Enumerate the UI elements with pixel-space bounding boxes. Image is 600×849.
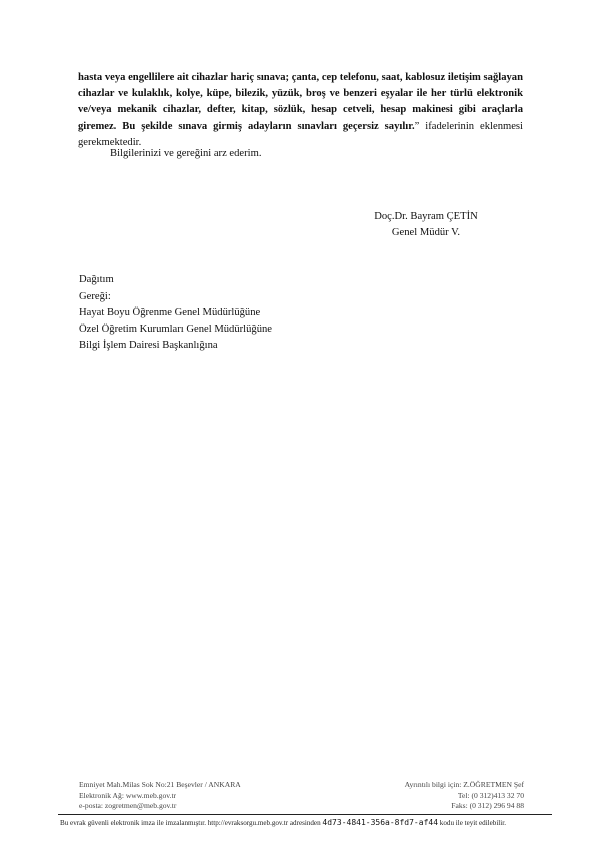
verification-prefix: Bu evrak güvenli elektronik imza ile imzalanmıştır. http://evraksorgu.meb.gov.tr adresinden — [60, 819, 321, 827]
verification-line — [60, 818, 550, 827]
distribution-block — [79, 272, 272, 355]
distribution-recipient: Özel Öğretim Kurumları Genel Müdürlüğüne — [79, 323, 272, 335]
distribution-subheading: Gereği: — [79, 290, 111, 302]
body-paragraph — [78, 70, 523, 151]
closing-line: Bilgilerinizi ve gereğini arz ederim. — [110, 148, 262, 159]
footer-tel: Tel: (0 312)413 32 70 — [457, 790, 524, 800]
body-bold-text: hasta veya engellilere ait cihazlar hariç sınava; çanta, cep telefonu, saat, kablosuz iletişim sağlayan cihazlar ve kulaklık, kolye, küpe, bilezik, yüzük, broş ve benzeri eşyalar ile her türlü elektronik ve/veya mekanik cihazlar, defter, kitap, sözlük, hesap cetveli, hesap makinesi gibi araçlarla giremez. Bu şekilde sınava girmiş adayların sınavları geçersiz sayılır. — [78, 72, 523, 132]
footer-email: e-posta: zogretmen@meb.gov.tr — [79, 801, 177, 811]
signatory-name: Doç.Dr. Bayram ÇETİN — [374, 211, 478, 222]
footer-web: Elektronik Ağ: www.meb.gov.tr — [79, 790, 177, 800]
footer-address: Emniyet Mah.Milas Sok No:21 Beşevler / ANKARA — [79, 780, 241, 789]
signature-block — [356, 209, 496, 241]
signatory-title: Genel Müdür V. — [391, 227, 461, 238]
verification-suffix: kodu ile teyit edilebilir. — [439, 819, 506, 827]
footer-contact: Ayrıntılı bilgi için: Z.ÖĞRETMEN Şef — [404, 780, 524, 789]
footer-fax: Faks: (0 312) 296 94 88 — [451, 801, 524, 811]
verification-code: 4d73-4841-356a-8fd7-af44 — [322, 818, 439, 827]
footer-address-block — [79, 780, 241, 812]
footer-divider — [58, 814, 552, 815]
distribution-recipient: Bilgi İşlem Dairesi Başkanlığına — [79, 340, 218, 351]
body-regular-text: ” ifadelerinin eklenmesi gerekmektedir. — [78, 120, 523, 148]
distribution-recipient: Hayat Boyu Öğrenme Genel Müdürlüğüne — [79, 307, 261, 318]
distribution-heading: Dağıtım — [79, 274, 114, 285]
footer-contact-block — [405, 780, 524, 812]
